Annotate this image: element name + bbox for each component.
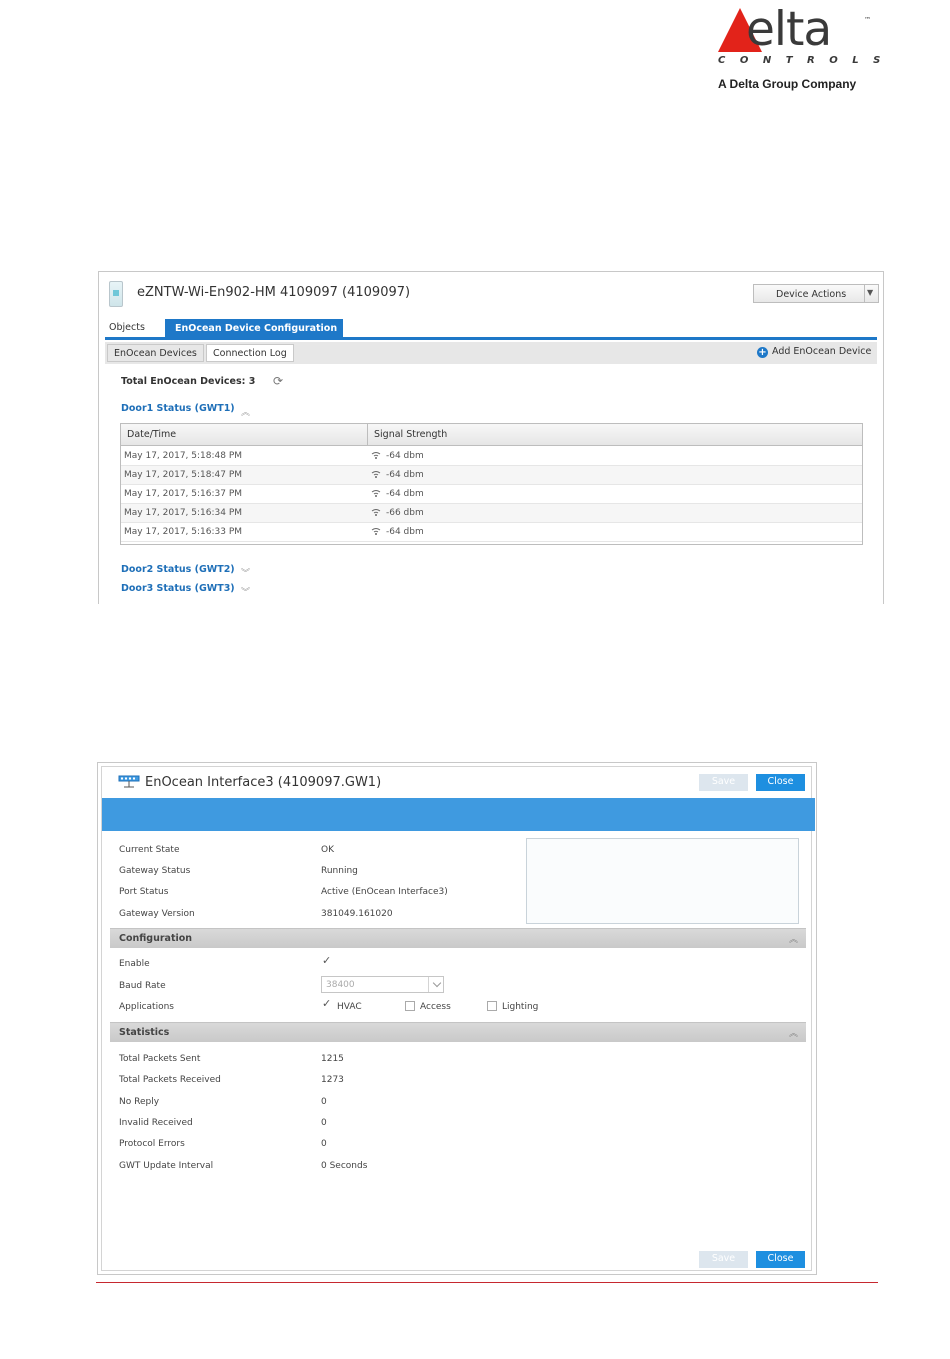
access-label: Access — [420, 1002, 451, 1012]
baud-rate-select[interactable] — [321, 976, 444, 993]
subtab-connection-log[interactable]: Connection Log — [206, 344, 294, 362]
current-state-value: OK — [321, 845, 334, 855]
baud-rate-value: 38400 — [326, 980, 355, 990]
header-band — [102, 798, 815, 831]
enable-label: Enable — [119, 959, 150, 969]
chevron-down-icon: ▼ — [867, 288, 874, 297]
save-button[interactable]: Save — [699, 774, 748, 791]
close-button[interactable]: Close — [756, 774, 805, 791]
chevron-down-icon — [428, 977, 444, 992]
device-view-screenshot — [98, 271, 884, 604]
port-status-value: Active (EnOcean Interface3) — [321, 887, 448, 897]
save-button-bottom[interactable]: Save — [699, 1251, 748, 1268]
stat-value: 0 — [321, 1118, 327, 1128]
subtab-enocean-devices[interactable]: EnOcean Devices — [107, 344, 204, 362]
applications-label: Applications — [119, 1002, 174, 1012]
statistics-title: Statistics — [119, 1027, 170, 1038]
signal-icon — [371, 489, 381, 497]
footer-divider — [96, 1282, 878, 1283]
stat-label: No Reply — [119, 1097, 160, 1107]
signal-value: -66 dbm — [386, 508, 424, 518]
stat-label: Total Packets Sent — [119, 1054, 201, 1064]
access-checkbox[interactable] — [405, 1001, 415, 1011]
section-door1[interactable]: Door1 Status (GWT1) — [121, 403, 235, 414]
row-signal — [371, 489, 424, 499]
device-header — [99, 272, 883, 318]
device-title: eZNTW-Wi-En902-HM 4109097 (4109097) — [137, 285, 411, 300]
dropdown-divider — [864, 285, 865, 302]
col-signal[interactable]: Signal Strength — [374, 429, 448, 440]
gateway-version-label: Gateway Version — [119, 909, 195, 919]
table-row[interactable] — [121, 466, 862, 485]
network-interface-icon — [118, 775, 140, 789]
baud-rate-label: Baud Rate — [119, 981, 166, 991]
row-signal — [371, 470, 424, 480]
lighting-label: Lighting — [502, 1002, 539, 1012]
current-state-label: Current State — [119, 845, 180, 855]
row-signal — [371, 451, 424, 461]
hvac-checkbox[interactable]: ✓ — [322, 997, 332, 1010]
table-header — [121, 424, 862, 446]
row-datetime: May 17, 2017, 5:16:33 PM — [124, 527, 243, 537]
delta-controls-logo — [716, 2, 895, 98]
stat-label: Protocol Errors — [119, 1139, 185, 1149]
info-panel — [526, 838, 799, 924]
stat-value: 1215 — [321, 1054, 344, 1064]
signal-icon — [371, 527, 381, 535]
device-actions-label: Device Actions — [776, 289, 847, 300]
stat-value: 0 — [321, 1139, 327, 1149]
gateway-status-label: Gateway Status — [119, 866, 191, 876]
stat-label: Total Packets Received — [119, 1075, 221, 1085]
signal-value: -64 dbm — [386, 489, 424, 499]
close-button-bottom[interactable]: Close — [756, 1251, 805, 1268]
refresh-icon[interactable]: ⟳ — [273, 374, 284, 388]
enable-checkbox[interactable]: ✓ — [322, 954, 332, 967]
chevron-up-icon[interactable]: ︽ — [788, 1029, 798, 1039]
signal-value: -64 dbm — [386, 470, 424, 480]
row-datetime: May 17, 2017, 5:18:47 PM — [124, 470, 243, 480]
logo-wordmark: elta — [746, 2, 832, 57]
gateway-status-value: Running — [321, 866, 358, 876]
subtab-bar — [105, 342, 877, 364]
table-row[interactable] — [121, 447, 862, 466]
logo-controls-text: CONTROLS — [718, 55, 895, 66]
logo-tagline: A Delta Group Company — [718, 77, 857, 91]
col-datetime[interactable]: Date/Time — [127, 429, 177, 440]
add-enocean-device-button[interactable] — [757, 346, 871, 358]
stat-value: 0 Seconds — [321, 1161, 368, 1171]
tab-enocean-config[interactable]: EnOcean Device Configuration — [165, 319, 343, 337]
table-row[interactable] — [121, 485, 862, 504]
interface-panel — [101, 766, 812, 1271]
chevron-up-icon[interactable]: ︽ — [788, 935, 798, 945]
row-datetime: May 17, 2017, 5:16:37 PM — [124, 489, 243, 499]
signal-value: -64 dbm — [386, 527, 424, 537]
table-row[interactable] — [121, 504, 862, 523]
stat-label: GWT Update Interval — [119, 1161, 214, 1171]
row-signal — [371, 508, 424, 518]
table-row[interactable] — [121, 523, 862, 542]
main-tabs — [105, 319, 877, 340]
signal-value: -64 dbm — [386, 451, 424, 461]
plus-circle-icon: + — [758, 347, 767, 358]
signal-icon — [371, 451, 381, 459]
lighting-checkbox[interactable] — [487, 1001, 497, 1011]
signal-table — [120, 423, 863, 545]
port-status-label: Port Status — [119, 887, 169, 897]
gateway-version-value: 381049.161020 — [321, 909, 393, 919]
section-door2[interactable]: Door2 Status (GWT2) — [121, 564, 235, 575]
chevron-down-icon[interactable]: ︾ — [241, 569, 251, 579]
column-divider — [367, 424, 368, 446]
statistics-section-header[interactable] — [110, 1022, 806, 1042]
chevron-down-icon[interactable]: ︾ — [241, 588, 251, 598]
section-door3[interactable]: Door3 Status (GWT3) — [121, 583, 235, 594]
interface-title: EnOcean Interface3 (4109097.GW1) — [145, 775, 382, 790]
total-devices-count: Total EnOcean Devices: 3 — [121, 376, 256, 387]
signal-icon — [371, 470, 381, 478]
configuration-title: Configuration — [119, 933, 193, 944]
hvac-label: HVAC — [337, 1002, 362, 1012]
signal-icon — [371, 508, 381, 516]
stat-value: 1273 — [321, 1075, 344, 1085]
stat-value: 0 — [321, 1097, 327, 1107]
device-actions-dropdown[interactable] — [753, 284, 879, 303]
tab-objects[interactable]: Objects — [109, 322, 145, 333]
logo-trademark: ™ — [864, 16, 871, 24]
row-datetime: May 17, 2017, 5:16:34 PM — [124, 508, 243, 518]
configuration-section-header[interactable] — [110, 928, 806, 948]
add-device-label: Add EnOcean Device — [772, 346, 872, 357]
chevron-up-icon[interactable]: ︽ — [241, 408, 251, 418]
row-signal — [371, 527, 424, 537]
interface-view-screenshot — [97, 762, 817, 1275]
stat-label: Invalid Received — [119, 1118, 193, 1128]
device-icon — [109, 281, 123, 307]
row-datetime: May 17, 2017, 5:18:48 PM — [124, 451, 243, 461]
